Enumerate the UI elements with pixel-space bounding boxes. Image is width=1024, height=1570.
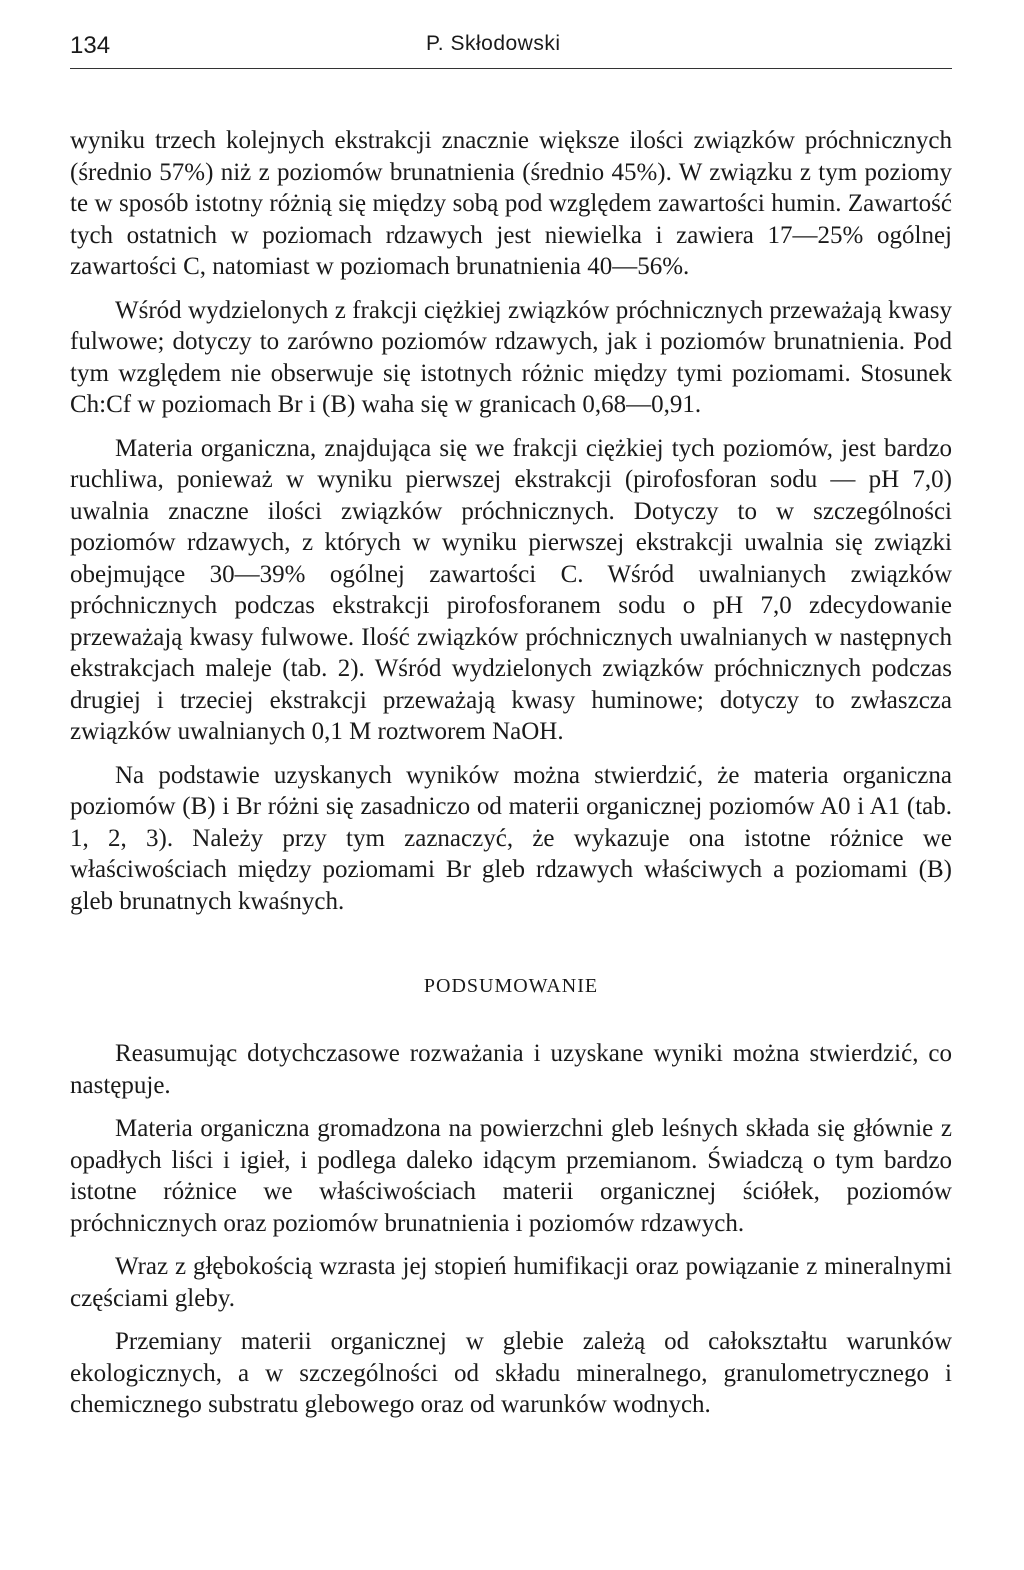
running-head-author: P. Skłodowski [426, 32, 561, 55]
page-number: 134 [70, 32, 111, 59]
paragraph-organic-matter-mobility: Materia organiczna, znajdująca się we frakcji ciężkiej tych poziomów, jest bardzo ruchliwa, ponieważ w wyniku pierwszej ekstrakcji (pirofosforan sodu — pH 7,0) uwalnia znaczne ilości związków próchnicznych. Dotyczy to w szczególności poziomów rdzawych, z których w wyniku pierwszej ekstrakcji uwalnia się związki obejmujące 30—39% ogólnej zawartości C. Wśród uwalnianych związków próchnicznych podczas ekstrakcji pirofosforanem sodu o pH 7,0 zdecydowanie przeważają kwasy fulwowe. Ilość związków próchnicznych uwalnianych w następnych ekstrakcjach maleje (tab. 2). Wśród wydzielonych związków próchnicznych podczas drugiej i trzeciej ekstrakcji przeważają kwasy huminowe; dotyczy to zwłaszcza związków uwalnianych 0,1 M roztworem NaOH. [70, 434, 952, 745]
page [70, 28, 952, 1433]
summary-paragraph-intro: Reasumując dotychczasowe rozważania i uzyskane wyniki można stwierdzić, co następuje. [70, 1040, 952, 1099]
body-text [70, 125, 952, 1421]
paragraph-continuation: wyniku trzech kolejnych ekstrakcji znacznie większe ilości związków próchnicznych (średnio 57%) niż z poziomów brunatnienia (średnio 45%). W związku z tym poziomy te w sposób istotny różnią się między sobą pod względem zawartości humin. Zawartość tych ostatnich w poziomach rdzawych jest niewielka i zawiera 17—25% ogólnej zawartości C, natomiast w poziomach brunatnienia 40—56%. [70, 127, 952, 280]
paragraph-horizon-differences: Na podstawie uzyskanych wyników można stwierdzić, że materia organiczna poziomów (B) i Br różni się zasadniczo od materii organicznej poziomów A0 i A1 (tab. 1, 2, 3). Należy przy tym zaznaczyć, że wykazuje ona istotne różnice we właściwościach między poziomami Br gleb rdzawych właściwych a poziomami (B) gleb brunatnych kwaśnych. [70, 761, 952, 915]
running-head [70, 28, 952, 69]
paragraph-fulvic-acids: Wśród wydzielonych z frakcji ciężkiej związków próchnicznych przeważają kwasy fulwowe; dotyczy to zarówno poziomów rdzawych, jak i poziomów brunatnienia. Pod tym względem nie obserwuje się istotnych różnic między tymi poziomami. Stosunek Ch:Cf w poziomach Br i (B) waha się w granicach 0,68—0,91. [70, 296, 952, 418]
summary-paragraph-accumulation: Materia organiczna gromadzona na powierzchni gleb leśnych składa się głównie z opadłych liści i igieł, i podlega daleko idącym przemianom. Świadczą o tym bardzo istotne różnice we właściwościach materii organicznej ściółek, poziomów próchnicznych oraz poziomów brunatnienia i poziomów rdzawych. [70, 1115, 952, 1237]
section-heading-summary: PODSUMOWANIE [423, 975, 599, 997]
summary-paragraph-depth: Wraz z głębokością wzrasta jej stopień humifikacji oraz powiązanie z mineralnymi częściami gleby. [70, 1253, 952, 1312]
summary-paragraph-conditions: Przemiany materii organicznej w glebie zależą od całokształtu warunków ekologicznych, a w szczególności od składu mineralnego, granulometrycznego i chemicznego substratu glebowego oraz od warunków wodnych. [70, 1328, 952, 1418]
